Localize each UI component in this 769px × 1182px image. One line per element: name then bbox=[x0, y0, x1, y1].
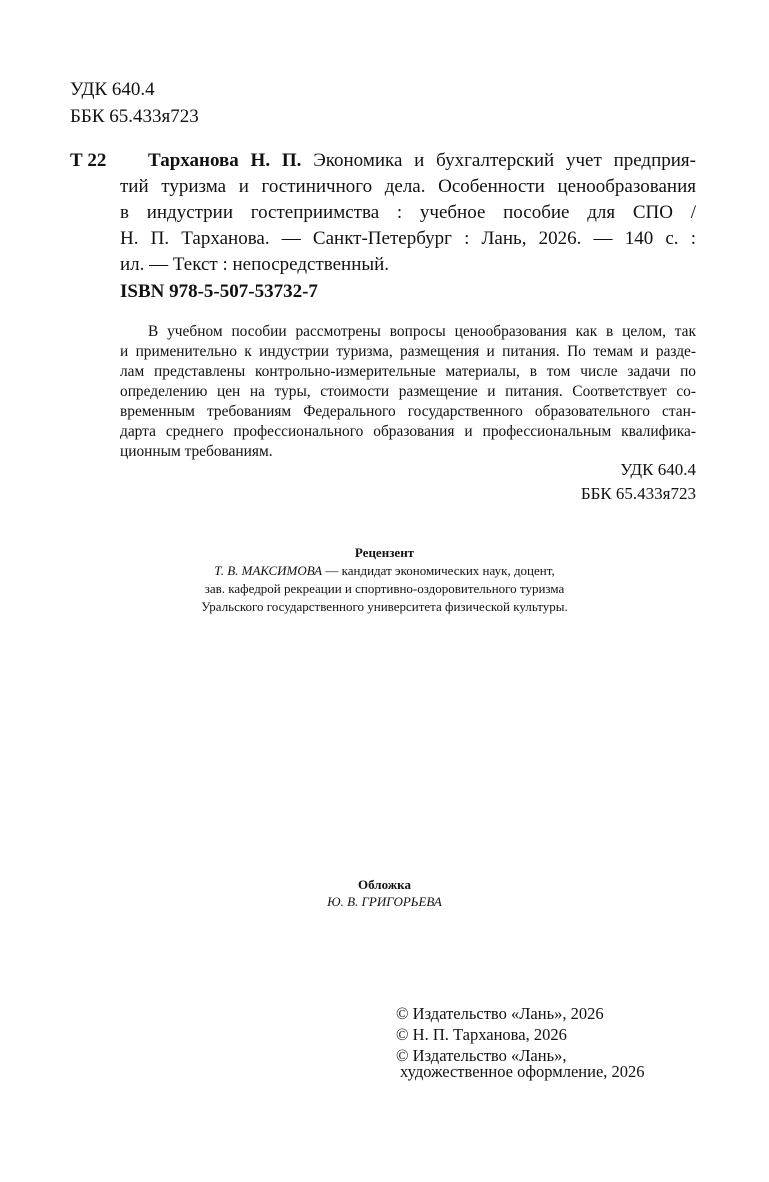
copyright-line: © Н. П. Тарханова, 2026 bbox=[396, 1025, 567, 1044]
reviewer-line-1 bbox=[0, 562, 769, 580]
bbk-code: ББК 65.433я723 bbox=[70, 106, 199, 127]
reviewer-name: Т. В. МАКСИМОВА bbox=[214, 563, 323, 578]
author-name: Тарханова Н. П. bbox=[148, 150, 302, 171]
copyright-line: © Издательство «Лань», bbox=[396, 1046, 567, 1065]
catalog-entry-line-3: в индустрии гостеприимства : учебное пособие для СПО / bbox=[120, 202, 696, 223]
annotation-line: и применительно к индустрии туризма, размещения и питания. По темам и разде- bbox=[120, 343, 696, 360]
copyright-line: © Издательство «Лань», 2026 bbox=[396, 1004, 604, 1023]
annotation-line: временным требованиям Федерального государственного образовательного стан- bbox=[120, 403, 696, 420]
catalog-entry-line-4: Н. П. Тарханова. — Санкт-Петербург : Лань, 2026. — 140 с. : bbox=[120, 228, 696, 249]
reviewer-title: — кандидат экономических наук, доцент, bbox=[325, 563, 555, 578]
author-mark: Т 22 bbox=[70, 150, 107, 171]
catalog-entry-line-5: ил. — Текст : непосредственный. bbox=[120, 254, 390, 275]
annotation-line: дарта среднего профессионального образования и профессиональным квалифика- bbox=[120, 423, 696, 440]
isbn: ISBN 978-5-507-53732-7 bbox=[120, 281, 318, 302]
reviewer-heading: Рецензент bbox=[354, 545, 415, 560]
annotation-line: ционным требованиям. bbox=[120, 443, 273, 460]
reviewer-line-2: зав. кафедрой рекреации и спортивно-оздоровительного туризма bbox=[204, 581, 565, 596]
annotation-udk: УДК 640.4 bbox=[620, 460, 696, 479]
reviewer-line-3: Уральского государственного университета физической культуры. bbox=[201, 599, 568, 614]
annotation-line: В учебном пособии рассмотрены вопросы ценообразования как в целом, так bbox=[148, 323, 696, 340]
copyright-line: художественное оформление, 2026 bbox=[400, 1062, 645, 1081]
catalog-entry-line-2: тий туризма и гостиничного дела. Особенности ценообразования bbox=[120, 176, 696, 197]
udk-code: УДК 640.4 bbox=[70, 79, 155, 100]
annotation-line: определению цен на туры, стоимости размещение и питания. Соответствует со- bbox=[120, 383, 696, 400]
cover-designer: Ю. В. ГРИГОРЬЕВА bbox=[327, 894, 442, 909]
annotation-bbk: ББК 65.433я723 bbox=[580, 484, 696, 503]
annotation-line: лам представлены контрольно-измерительные материалы, в том числе задачи по bbox=[120, 363, 696, 380]
catalog-entry-line-1 bbox=[148, 150, 696, 172]
cover-heading: Обложка bbox=[358, 877, 411, 892]
title-start: Экономика и бухгалтерский учет предприя- bbox=[313, 150, 696, 171]
